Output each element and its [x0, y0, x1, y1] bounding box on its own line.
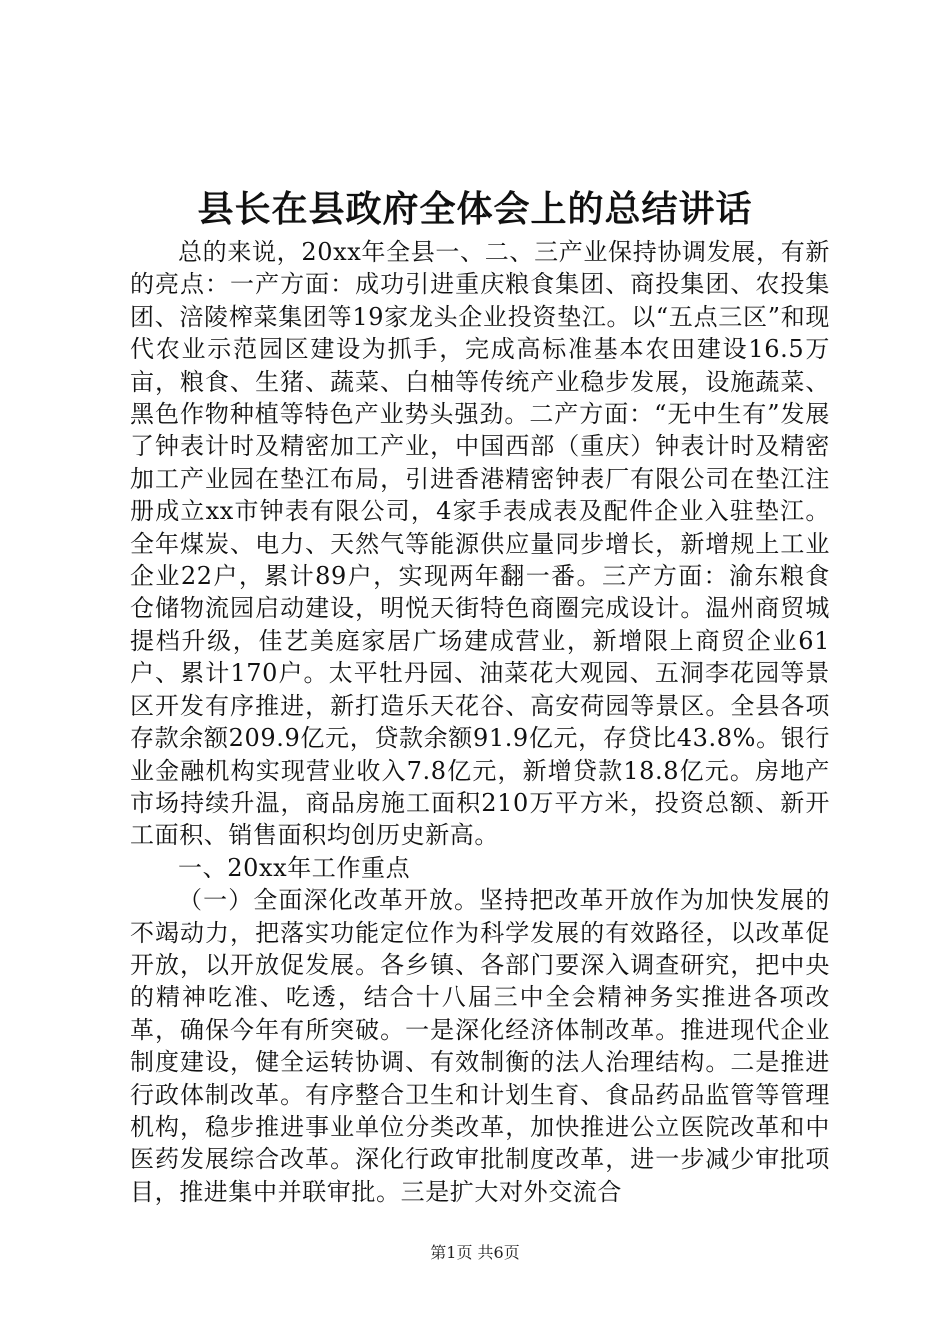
document-title: 县长在县政府全体会上的总结讲话: [197, 188, 753, 230]
paragraph-reform: （一）全面深化改革开放。坚持把改革开放作为加快发展的不竭动力，把落实功能定位作为科学发展的有效路径，以改革促开放，以开放促发展。各乡镇、各部门要深入调查研究，把中央的精神吃准、吃透，结合十八届三中全会精神务实推进各项改革，确保今年有所突破。一是深化经济体制改革。推进现代企业制度建设，健全运转协调、有效制衡的法人治理结构。二是推进行政体制改革。有序整合卫生和计划生育、食品药品监管等管理机构，稳步推进事业单位分类改革，加快推进公立医院改革和中医药发展综合改革。深化行政审批制度改革，进一步减少审批项目，推进集中并联审批。三是扩大对外交流合: [130, 886, 830, 1206]
paragraph-summary: 总的来说，20xx年全县一、二、三产业保持协调发展，有新的亮点：一产方面：成功引进重庆粮食集团、商投集团、农投集团、涪陵榨菜集团等19家龙头企业投资垫江。以“五点三区”和现代农业示范园区建设为抓手，完成高标准基本农田建设16.5万亩，粮食、生猪、蔬菜、白柚等传统产业稳步发展，设施蔬菜、黑色作物种植等特色产业势头强劲。二产方面：“无中生有”发展了钟表计时及精密加工产业，中国西部（重庆）钟表计时及精密加工产业园在垫江布局，引进香港精密钟表厂有限公司在垫江注册成立xx市钟表有限公司，4家手表成表及配件企业入驻垫江。全年煤炭、电力、天然气等能源供应量同步增长，新增规上工业企业22户，累计89户，实现两年翻一番。三产方面：渝东粮食仓储物流园启动建设，明悦天街特色商圈完成设计。温州商贸城提档升级，佳艺美庭家居广场建成营业，新增限上商贸企业61户、累计170户。太平牡丹园、油菜花大观园、五洞李花园等景区开发有序推进，新打造乐天花谷、高安荷园等景区。全县各项存款余额209.9亿元，贷款余额91.9亿元，存贷比43.8%。银行业金融机构实现营业收入7.8亿元，新增贷款18.8亿元。房地产市场持续升温，商品房施工面积210万平方米，投资总额、新开工面积、销售面积均创历史新高。: [130, 238, 830, 850]
section-heading-work-priorities: 一、20xx年工作重点: [178, 853, 411, 882]
document-body: [130, 236, 830, 1208]
page-footer: 第1页 共6页: [430, 1243, 520, 1262]
